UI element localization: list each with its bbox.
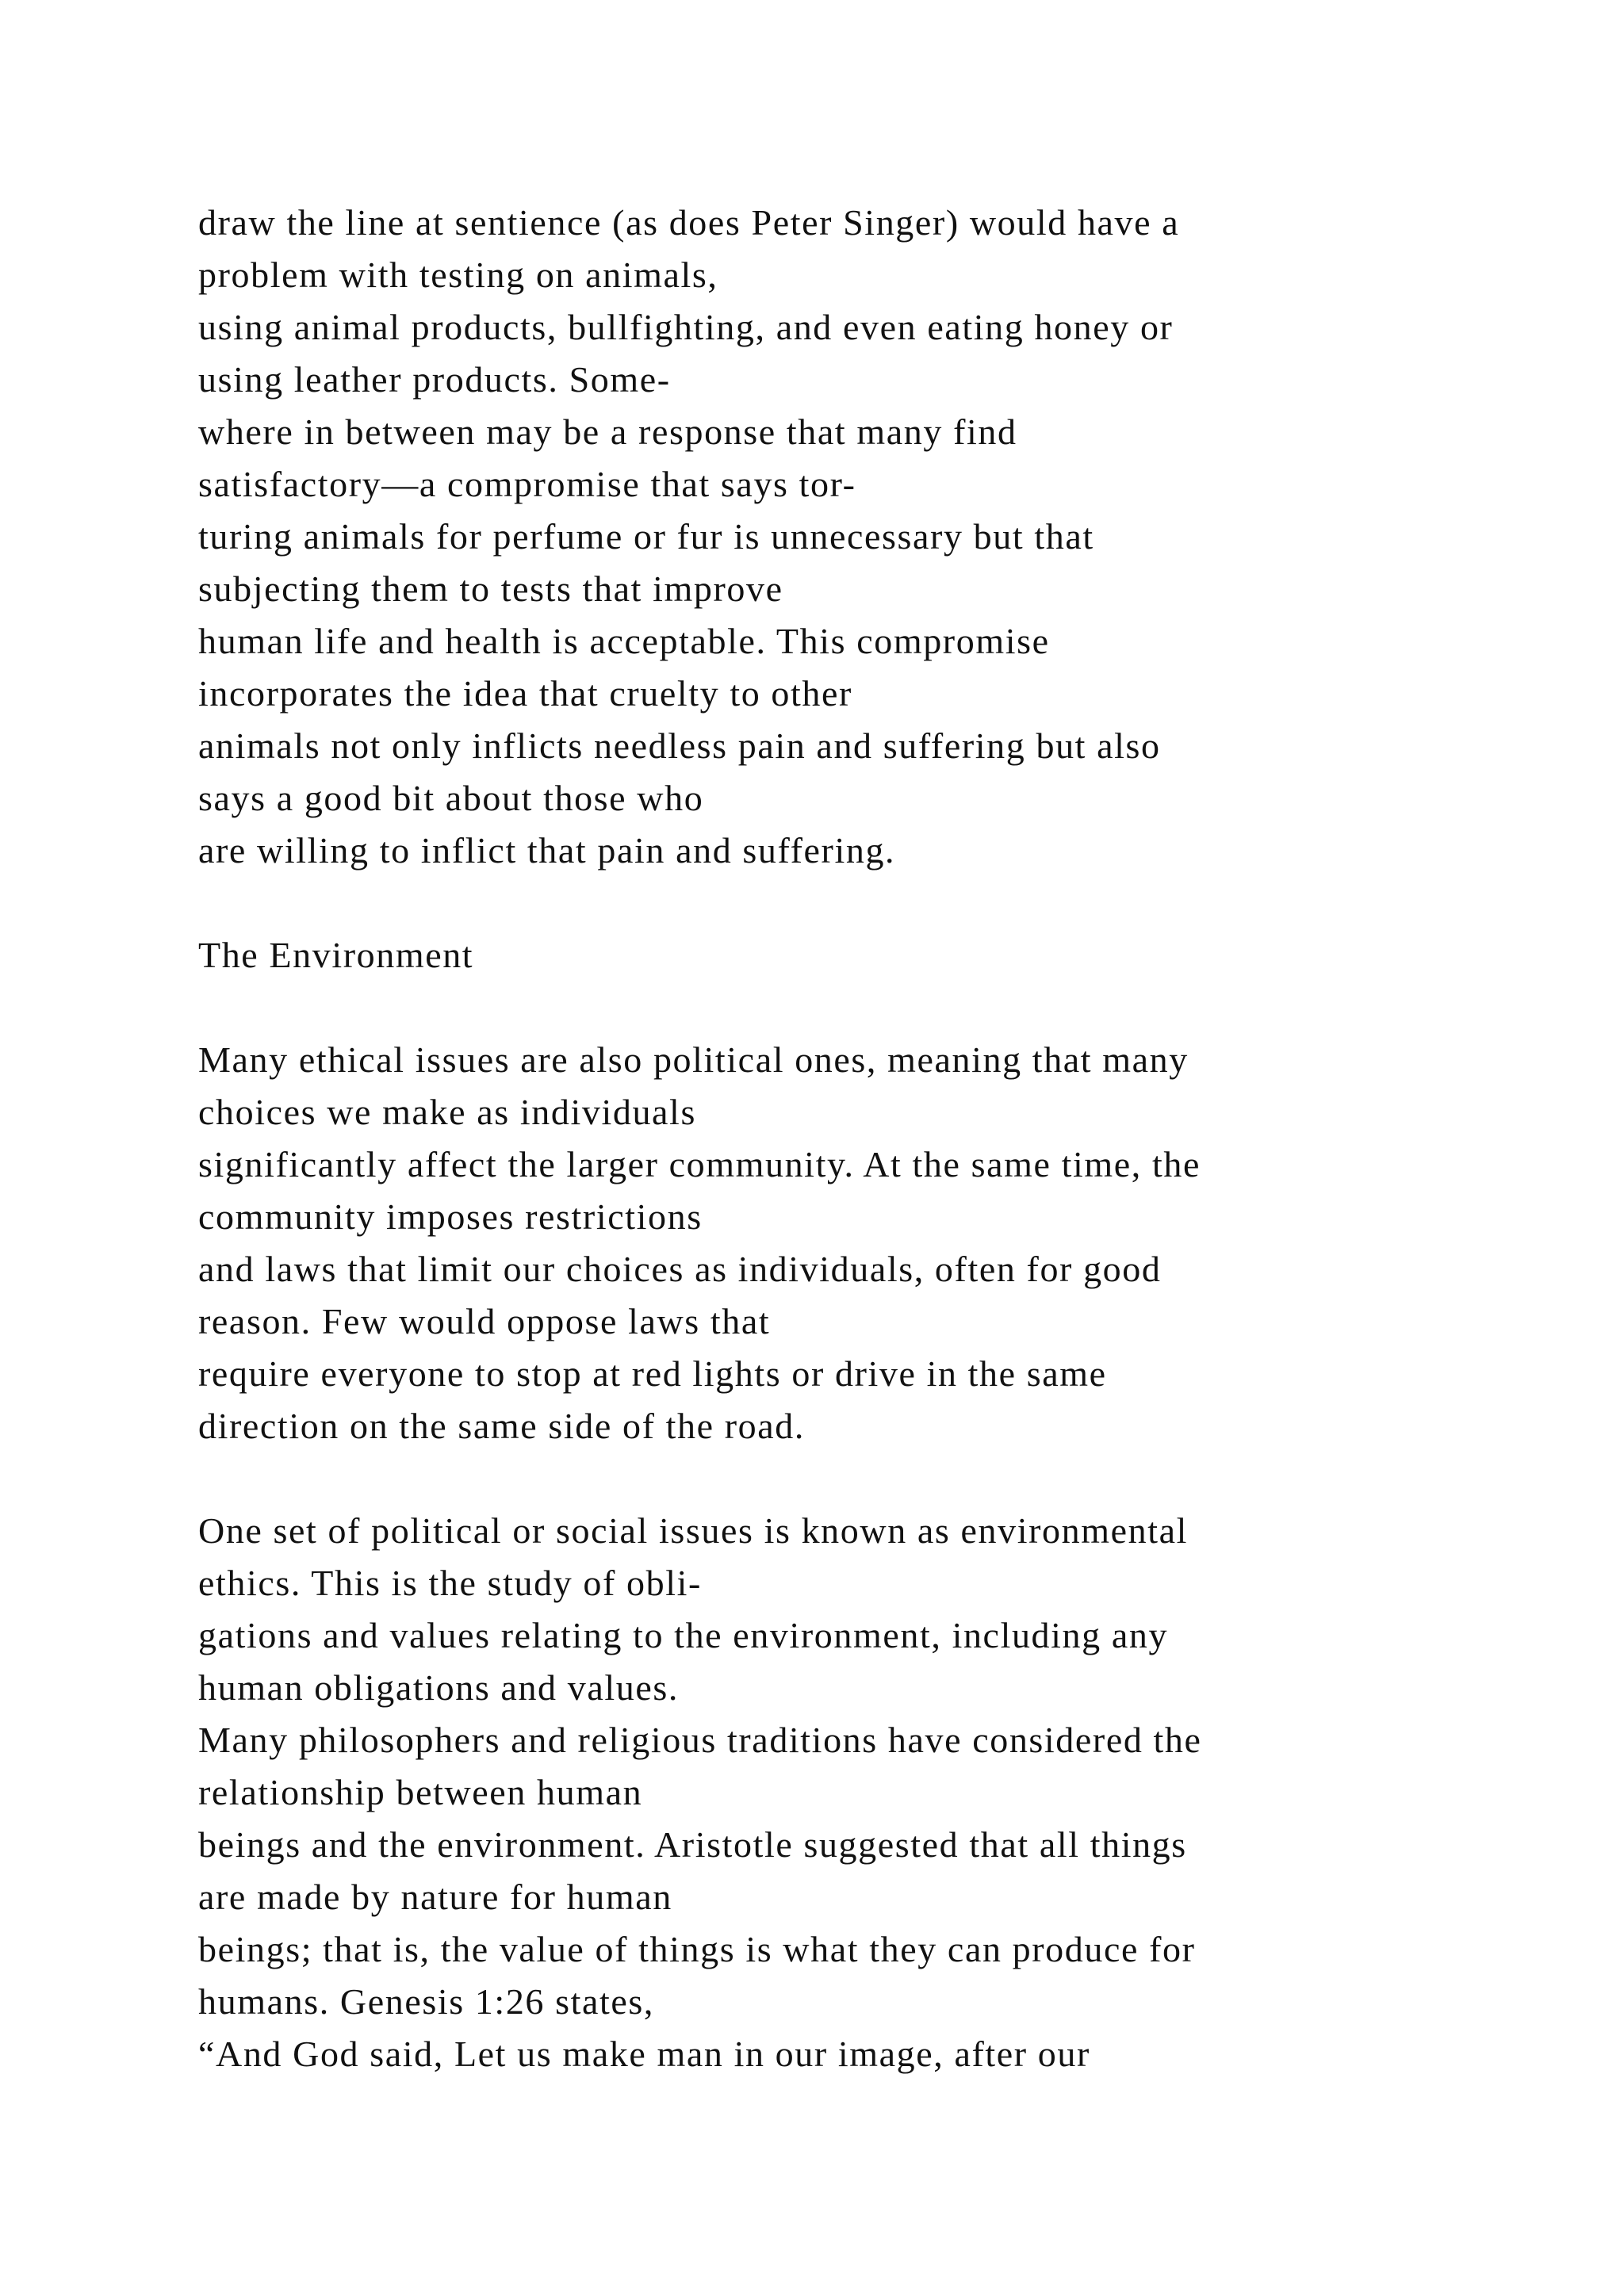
document-page bbox=[198, 197, 1594, 2080]
paragraph-animal-ethics bbox=[198, 197, 1594, 877]
text-line: draw the line at sentience (as does Peter Singer) would have a bbox=[198, 202, 1180, 243]
text-line: using leather products. Some- bbox=[198, 359, 671, 400]
paragraph-spacer bbox=[198, 877, 1594, 929]
text-line: and laws that limit our choices as individuals, often for good bbox=[198, 1249, 1162, 1289]
text-line: gations and values relating to the environment, including any bbox=[198, 1615, 1169, 1655]
text-line: animals not only inflicts needless pain and suffering but also bbox=[198, 725, 1161, 766]
text-line: significantly affect the larger community. At the same time, the bbox=[198, 1144, 1201, 1184]
text-line: turing animals for perfume or fur is unnecessary but that bbox=[198, 516, 1094, 557]
paragraph-environmental-ethics bbox=[198, 1505, 1594, 2080]
text-line: ethics. This is the study of obli- bbox=[198, 1563, 702, 1603]
text-line: are willing to inflict that pain and suffering. bbox=[198, 830, 896, 871]
text-line: require everyone to stop at red lights or drive in the same bbox=[198, 1353, 1107, 1394]
text-line: are made by nature for human bbox=[198, 1877, 672, 1917]
text-line: community imposes restrictions bbox=[198, 1196, 703, 1237]
text-line: satisfactory—a compromise that says tor- bbox=[198, 464, 856, 504]
heading-text: The Environment bbox=[198, 935, 474, 975]
paragraph-spacer bbox=[198, 982, 1594, 1034]
text-line: Many philosophers and religious traditions have considered the bbox=[198, 1720, 1202, 1760]
text-line: problem with testing on animals, bbox=[198, 254, 718, 295]
paragraph-spacer bbox=[198, 1452, 1594, 1505]
text-line: incorporates the idea that cruelty to other bbox=[198, 673, 852, 714]
paragraph-political-issues bbox=[198, 1034, 1594, 1452]
text-line: humans. Genesis 1:26 states, bbox=[198, 1981, 655, 2022]
text-line: choices we make as individuals bbox=[198, 1092, 696, 1132]
text-line: using animal products, bullfighting, and even eating honey or bbox=[198, 307, 1174, 347]
text-line: Many ethical issues are also political ones, meaning that many bbox=[198, 1039, 1189, 1080]
text-line: “And God said, Let us make man in our image, after our bbox=[198, 2034, 1090, 2074]
text-line: subjecting them to tests that improve bbox=[198, 568, 783, 609]
text-line: human life and health is acceptable. This compromise bbox=[198, 621, 1050, 661]
text-line: beings and the environment. Aristotle suggested that all things bbox=[198, 1824, 1187, 1865]
text-line: where in between may be a response that many find bbox=[198, 411, 1017, 452]
text-line: relationship between human bbox=[198, 1772, 643, 1812]
text-line: human obligations and values. bbox=[198, 1667, 679, 1708]
text-line: One set of political or social issues is known as environmental bbox=[198, 1510, 1189, 1551]
text-line: reason. Few would oppose laws that bbox=[198, 1301, 771, 1341]
section-heading bbox=[198, 929, 1594, 982]
text-line: direction on the same side of the road. bbox=[198, 1406, 805, 1446]
text-line: beings; that is, the value of things is what they can produce for bbox=[198, 1929, 1196, 1969]
text-line: says a good bit about those who bbox=[198, 778, 704, 818]
